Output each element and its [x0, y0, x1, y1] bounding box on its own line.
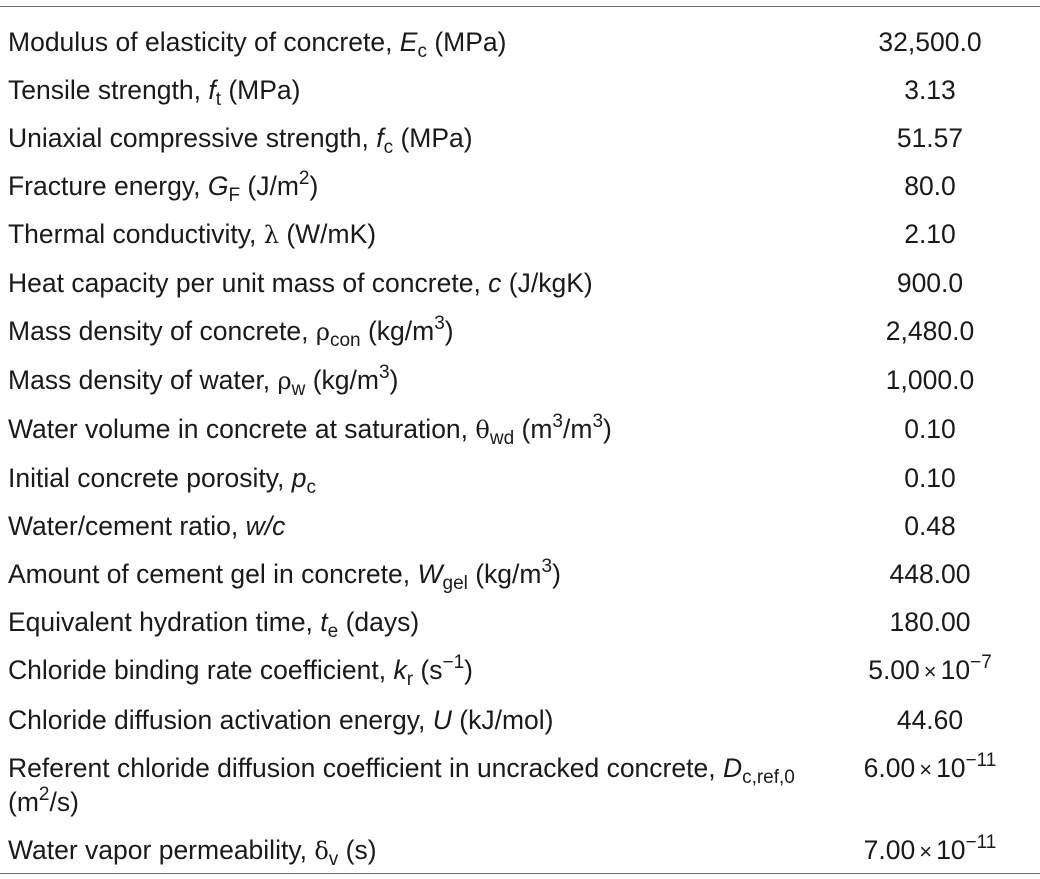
- parameter-label: [0, 210, 820, 259]
- parameter-subscript: c: [306, 477, 317, 498]
- parameter-subscript: e: [327, 621, 339, 642]
- times-sign: ×: [923, 659, 937, 684]
- parameter-value-cell: [820, 356, 1040, 405]
- parameter-name: Heat capacity per unit mass of concrete,: [8, 268, 489, 298]
- table-row: [0, 598, 1040, 646]
- parameter-symbol: t: [320, 607, 328, 637]
- parameter-label: [0, 502, 820, 550]
- parameter-unit: (MPa): [393, 123, 473, 153]
- parameter-value: 0.10: [904, 414, 956, 444]
- parameter-label: [0, 66, 820, 114]
- exponent: −11: [965, 832, 997, 853]
- parameter-unit-superscript: 2: [38, 784, 50, 805]
- parameter-unit: (J/kgK): [501, 268, 593, 298]
- parameter-unit: (s: [413, 655, 443, 685]
- parameter-label: [0, 18, 820, 66]
- parameter-name: Referent chloride diffusion coefficient in uncracked concrete,: [8, 753, 723, 783]
- parameters-table-body: [0, 18, 1040, 876]
- parameter-name: Chloride diffusion activation energy,: [8, 705, 433, 735]
- parameter-name: Equivalent hydration time,: [8, 607, 321, 637]
- parameter-value-cell: [820, 502, 1040, 550]
- parameter-value: 44.60: [896, 705, 964, 735]
- parameter-subscript: F: [228, 185, 241, 206]
- table-bottom-rule: [0, 873, 1040, 874]
- parameter-unit-end: ): [309, 171, 319, 201]
- parameter-unit-superscript: 3: [379, 362, 390, 383]
- exponent-base: 10: [936, 753, 966, 783]
- table-row: [0, 18, 1040, 66]
- parameter-unit-end: ): [444, 316, 454, 346]
- parameter-unit: (W/mK): [278, 219, 377, 249]
- parameter-name: Amount of cement gel in concrete,: [8, 559, 418, 589]
- table-row: [0, 307, 1040, 356]
- parameter-name: Tensile strength,: [8, 75, 209, 105]
- parameter-value-cell: [820, 259, 1040, 307]
- parameter-value: 80.0: [904, 171, 956, 201]
- parameter-unit: (J/m: [240, 171, 299, 201]
- parameter-subscript: con: [329, 330, 361, 351]
- parameter-unit-superscript: 3: [541, 556, 553, 577]
- parameter-label: [0, 405, 820, 454]
- parameter-label: [0, 356, 820, 405]
- exponent-base: 10: [940, 655, 971, 685]
- table-row: [0, 66, 1040, 114]
- parameter-value: 2.10: [904, 219, 956, 249]
- table-row: [0, 502, 1040, 550]
- parameter-unit: (m: [514, 414, 553, 444]
- parameter-unit: (kJ/mol): [451, 705, 554, 735]
- parameter-value-cell: [820, 598, 1040, 646]
- parameter-name: Water vapor permeability,: [8, 835, 315, 865]
- parameter-name: Uniaxial compressive strength,: [8, 123, 377, 153]
- table-row: [0, 210, 1040, 259]
- parameter-unit: (m: [8, 787, 39, 817]
- parameter-name: Thermal conductivity,: [8, 219, 264, 249]
- parameter-value-cell: [820, 646, 1040, 696]
- parameter-label: [0, 826, 820, 876]
- parameter-value-cell: [820, 210, 1040, 259]
- table-row: [0, 405, 1040, 454]
- table-row: [0, 454, 1040, 502]
- parameter-value-cell: [820, 66, 1040, 114]
- parameter-unit: (MPa): [221, 75, 301, 105]
- parameter-greek-symbol: ρ: [277, 367, 292, 395]
- table-row: [0, 696, 1040, 744]
- parameter-symbol: G: [207, 171, 229, 201]
- parameter-greek-symbol: θ: [475, 416, 490, 444]
- parameter-value-cell: [820, 114, 1040, 162]
- exponent: −7: [970, 652, 992, 673]
- parameter-subscript: c,ref,0: [742, 767, 795, 788]
- parameter-symbol: D: [722, 753, 743, 783]
- parameter-subscript: c: [383, 137, 394, 158]
- parameter-subscript: t: [215, 89, 221, 110]
- parameter-symbol: c: [488, 268, 502, 298]
- parameter-unit-superscript: −1: [442, 652, 465, 673]
- parameter-value: 180.00: [889, 607, 971, 637]
- parameter-label: [0, 114, 820, 162]
- parameter-label: [0, 550, 820, 598]
- parameter-label: [0, 744, 820, 826]
- parameter-unit-end: ): [464, 655, 473, 685]
- parameter-name: Initial concrete porosity,: [8, 463, 292, 493]
- parameter-value: 1,000.0: [885, 365, 975, 395]
- parameter-symbol: W: [417, 559, 443, 589]
- parameter-name: Water volume in concrete at saturation,: [8, 414, 476, 444]
- parameter-greek-symbol: ρ: [315, 318, 330, 346]
- exponent-base: 10: [936, 835, 966, 865]
- parameter-subscript: c: [417, 41, 427, 62]
- parameter-label: [0, 307, 820, 356]
- parameter-value: 2,480.0: [885, 316, 975, 346]
- parameter-value: 51.57: [896, 123, 964, 153]
- parameter-value: 7.00: [863, 835, 916, 865]
- parameter-subscript: v: [328, 849, 339, 870]
- parameter-name: Modulus of elasticity of concrete,: [8, 27, 400, 57]
- table-top-rule: [0, 6, 1040, 7]
- parameter-unit: /m: [563, 414, 593, 444]
- parameter-value: 32,500.0: [878, 27, 982, 57]
- parameter-name: Mass density of concrete,: [8, 316, 316, 346]
- parameter-value: 0.10: [904, 463, 956, 493]
- table-row: [0, 646, 1040, 696]
- times-sign: ×: [919, 839, 933, 864]
- parameter-unit-superscript: 2: [298, 168, 310, 189]
- table-row: [0, 259, 1040, 307]
- parameter-unit-end: ): [552, 559, 561, 589]
- parameter-label: [0, 696, 820, 744]
- parameter-greek-symbol: δ: [314, 837, 329, 865]
- parameter-unit-superscript: 3: [434, 313, 445, 334]
- parameter-value: 448.00: [889, 559, 971, 589]
- table-row: [0, 162, 1040, 210]
- parameter-value-cell: [820, 405, 1040, 454]
- table-row: [0, 826, 1040, 876]
- parameter-label: [0, 162, 820, 210]
- exponent: −11: [965, 750, 997, 771]
- parameter-symbol: f: [376, 123, 384, 153]
- parameter-value: 900.0: [896, 268, 964, 298]
- parameter-greek-symbol: λ: [263, 221, 279, 249]
- parameter-value: 0.48: [904, 511, 956, 541]
- parameter-value-cell: [820, 744, 1040, 826]
- parameter-name: Water/cement ratio,: [8, 511, 246, 541]
- parameter-symbol: E: [399, 27, 418, 57]
- table-row: [0, 744, 1040, 826]
- parameter-unit-end: ): [603, 414, 612, 444]
- parameter-symbol: U: [432, 705, 452, 735]
- parameter-label: [0, 454, 820, 502]
- parameter-label: [0, 646, 820, 696]
- parameter-unit-superscript: 3: [592, 411, 604, 432]
- parameter-subscript: w: [291, 379, 306, 400]
- parameter-value-cell: [820, 307, 1040, 356]
- parameter-symbol: k: [393, 655, 407, 685]
- parameter-label: [0, 598, 820, 646]
- parameter-name: Fracture energy,: [8, 171, 208, 201]
- parameter-unit: (MPa): [426, 27, 507, 57]
- parameter-value: 3.13: [904, 75, 956, 105]
- parameter-value-cell: [820, 696, 1040, 744]
- table-row: [0, 114, 1040, 162]
- table-row: [0, 356, 1040, 405]
- parameter-unit: (kg/m: [360, 316, 435, 346]
- times-sign: ×: [919, 757, 933, 782]
- parameter-unit: (kg/m: [305, 365, 379, 395]
- parameter-unit: (days): [338, 607, 420, 637]
- parameter-unit-end: /s): [49, 787, 79, 817]
- table-row: [0, 550, 1040, 598]
- parameter-value: 5.00: [868, 655, 920, 685]
- parameter-symbol: p: [291, 463, 307, 493]
- parameter-unit-end: ): [389, 365, 399, 395]
- parameter-value-cell: [820, 454, 1040, 502]
- parameters-table: [0, 18, 1040, 876]
- parameter-symbol: w/c: [245, 511, 286, 541]
- parameter-value-cell: [820, 550, 1040, 598]
- parameter-subscript: wd: [489, 428, 515, 449]
- parameter-value-cell: [820, 826, 1040, 876]
- parameter-unit-superscript: 3: [552, 411, 563, 432]
- parameter-value-cell: [820, 162, 1040, 210]
- parameter-label: [0, 259, 820, 307]
- parameter-value-cell: [820, 18, 1040, 66]
- parameter-name: Mass density of water,: [8, 365, 278, 395]
- parameter-subscript: gel: [442, 573, 468, 594]
- parameter-unit: (s): [338, 835, 377, 865]
- parameter-value: 6.00: [863, 753, 916, 783]
- parameter-name: Chloride binding rate coefficient,: [8, 655, 394, 685]
- parameter-symbol: f: [208, 75, 216, 105]
- parameter-subscript: r: [406, 669, 414, 690]
- parameter-unit: (kg/m: [467, 559, 542, 589]
